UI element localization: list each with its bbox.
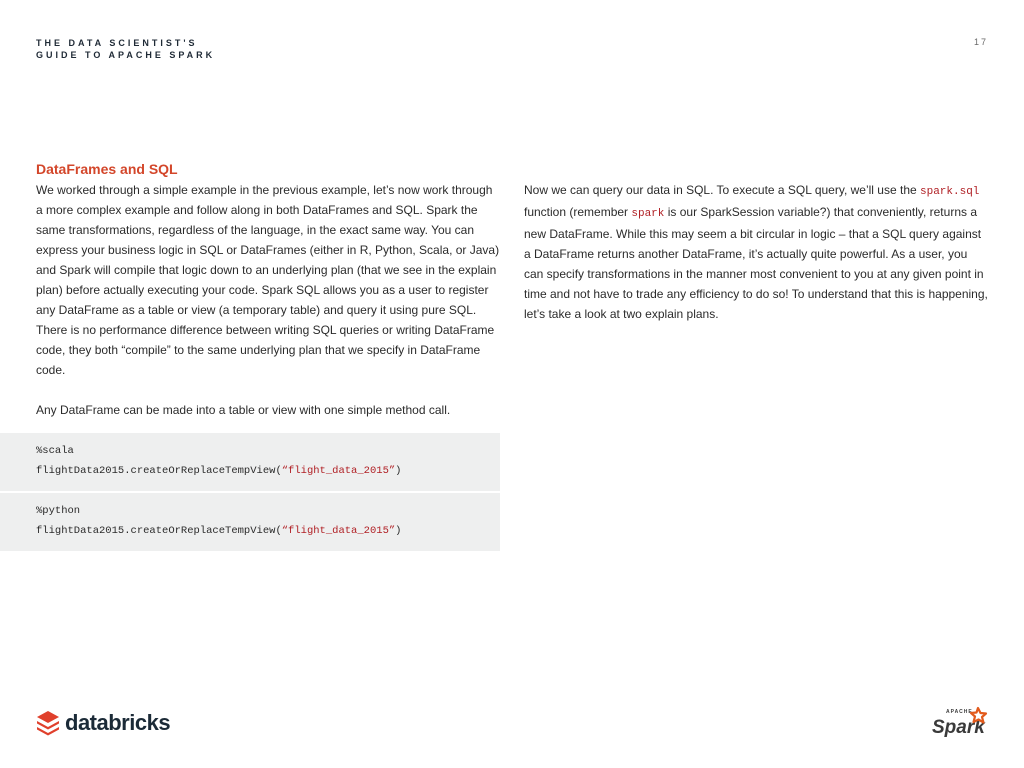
inline-code-spark-sql: spark.sql <box>920 186 980 198</box>
left-paragraph-1: We worked through a simple example in the previous example, let’s now work through a more complex example and follow along in both DataFrames and SQL. Spark the same transformations, regardless of the language, in the exact same way. You can express your business logic in SQL or DataFrames (either in R, Python, Scala, or Java) and Spark will compile that logic down to an underlying plan (that we see in the explain plan) before actually executing your code. Spark SQL allows you as a user to register any DataFrame as a table or view (a temporary table) and query it using pure SQL. There is no performance difference between writing SQL queries or writing DataFrame code, they both “compile” to the same underlying plan that we specify in DataFrame code. <box>36 183 500 377</box>
code-call-scala <box>36 465 401 477</box>
left-paragraph-2: Any DataFrame can be made into a table or view with one simple method call. <box>36 403 451 417</box>
page-number: 17 <box>973 37 988 47</box>
right-text-segment: is our SparkSession variable?) that conveniently, returns a new DataFrame. While this may seem a bit circular in logic – that a SQL query against a DataFrame returns another DataFrame, it’s actually quite powerful. As a user, you can specify transformations in the manner most convenient to you at any given point in time and not have to trade any efficiency to do so! To understand that this is happening, let’s take a look at two explain plans. <box>524 205 988 321</box>
code-call-suffix: ) <box>395 465 402 477</box>
right-paragraph-1 <box>524 180 988 324</box>
code-magic-python: %python <box>36 505 81 517</box>
right-text-segment: Now we can query our data in SQL. To execute a SQL query, we’ll use the <box>524 183 920 197</box>
right-text-segment: function (remember <box>524 205 632 219</box>
spark-star-icon <box>971 708 986 723</box>
code-block-python[interactable] <box>0 493 500 551</box>
databricks-logo[interactable] <box>36 710 170 736</box>
guide-title-line1: THE DATA SCIENTIST'S <box>36 38 198 48</box>
code-call-python <box>36 525 401 537</box>
guide-title <box>36 37 215 61</box>
code-string-arg: “flight_data_2015” <box>281 465 396 477</box>
section-heading: DataFrames and SQL <box>36 161 178 177</box>
code-call-suffix: ) <box>395 525 402 537</box>
spark-logo-wordmark: Spark <box>932 717 985 738</box>
databricks-wordmark: databricks <box>65 710 171 735</box>
spark-logo-apache-text: APACHE <box>946 709 973 715</box>
code-string-arg: “flight_data_2015” <box>281 525 396 537</box>
databricks-stack-icon <box>36 710 60 736</box>
code-call-prefix: flightData2015.createOrReplaceTempView( <box>36 465 282 477</box>
code-call-prefix: flightData2015.createOrReplaceTempView( <box>36 525 282 537</box>
code-block-scala[interactable] <box>0 433 500 491</box>
guide-title-line2: GUIDE TO APACHE SPARK <box>36 50 216 60</box>
apache-spark-logo[interactable] <box>928 704 990 738</box>
inline-code-spark: spark <box>631 208 665 220</box>
code-magic-scala: %scala <box>36 445 74 457</box>
